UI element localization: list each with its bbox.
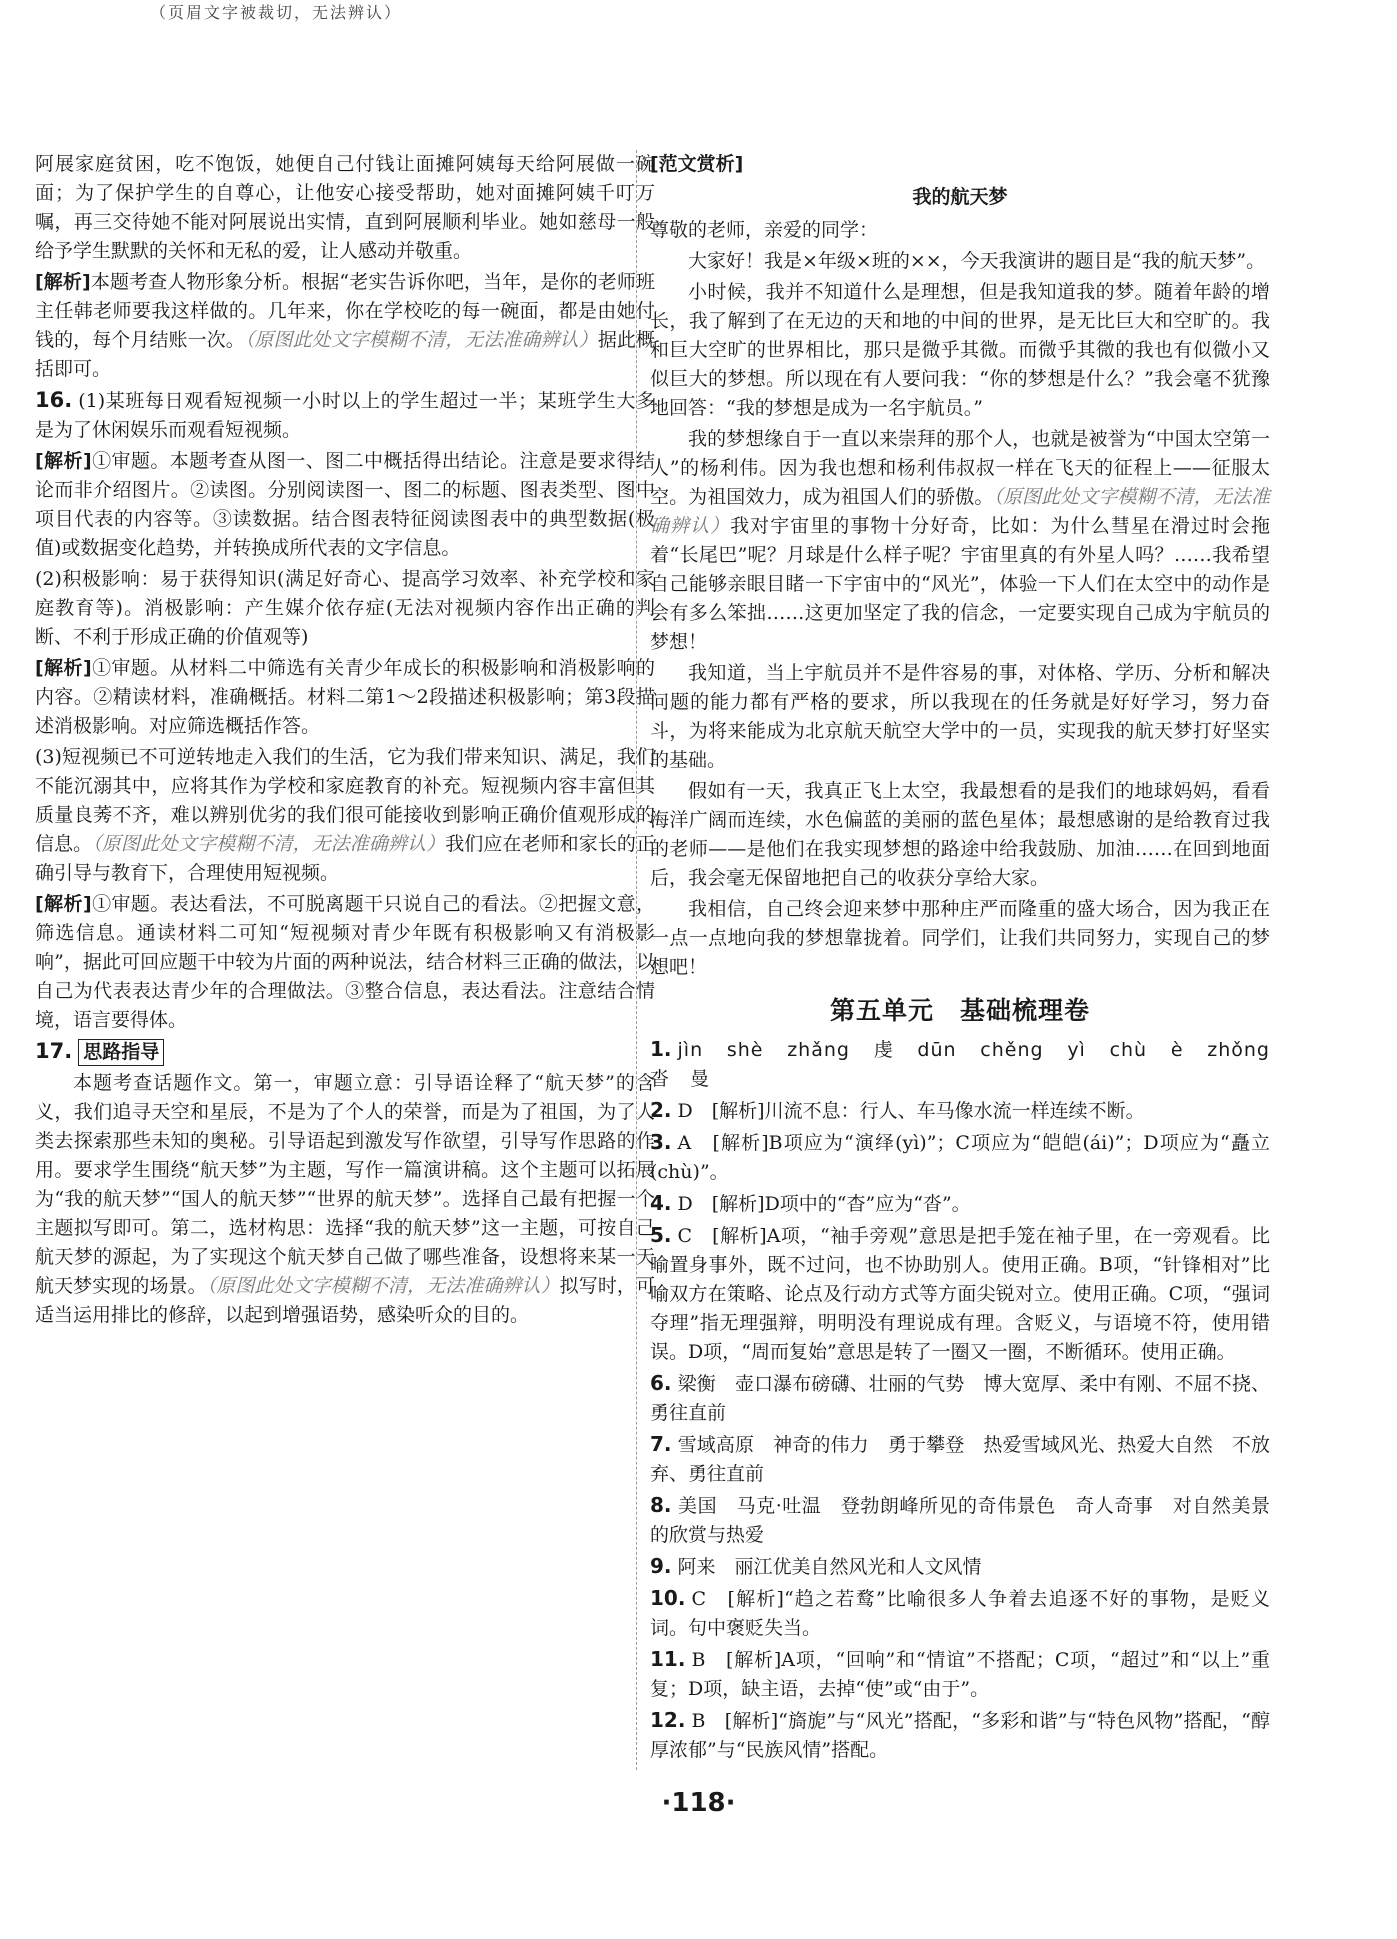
answer-item — [650, 1189, 1270, 1219]
answer-text: 梁衡 壶口瀑布磅礴、壮丽的气势 博大宽厚、柔中有刚、不屈不挠、勇往直前 — [650, 1373, 1270, 1424]
question-number: 16. — [35, 388, 73, 412]
q16-part1-answer-text: (1)某班每日观看短视频一小时以上的学生超过一半；某班学生大多是为了休闲娱乐而观看短视频。 — [35, 390, 655, 441]
q16-part1-analysis — [35, 447, 655, 563]
answer-text: C [解析]“趋之若鹜”比喻很多人争着去追逐不好的事物，是贬义词。句中褒贬失当。 — [650, 1588, 1270, 1639]
answer-text: D [解析]川流不息：行人、车马像水流一样连续不断。 — [677, 1100, 1145, 1122]
unclear-text: （原图此处文字模糊不清，无法准确辨认） — [92, 833, 446, 855]
essay-paragraph-5: 假如有一天，我真正飞上太空，我最想看的是我们的地球妈妈，看看海洋广阔而连续，水色偏蓝的美丽的蓝色星体；最想感谢的是给教育过我的老师——是他们在我实现梦想的路途中给我鼓励、加油……在回到地面后，我会毫无保留地把自己的收获分享给大家。 — [650, 780, 1270, 889]
answer-number: 6. — [650, 1371, 672, 1395]
answer-number: 12. — [650, 1708, 686, 1732]
analysis-label: [解析] — [35, 893, 92, 915]
answer-number: 9. — [650, 1554, 672, 1578]
answer-number: 2. — [650, 1098, 672, 1122]
analysis-label: [解析] — [35, 657, 92, 679]
right-column — [650, 150, 1291, 1790]
q15-analysis-text-end: 据此概括即可。 — [35, 329, 655, 380]
answer-item — [650, 1035, 1291, 1094]
sample-essay-label: [范文赏析] — [650, 153, 744, 175]
essay-paragraph-3-start: 我的梦想缘自于一直以来崇拜的那个人，也就是被誉为“中国太空第一人”的杨利伟。因为我也想和杨利伟叔叔一样在飞天的征程上——征服太空。为祖国效力，成为祖国人们的骄傲。 — [650, 428, 1270, 508]
answer-text: 雪域高原 神奇的伟力 勇于攀登 热爱雪域风光、热爱大自然 不放弃、勇往直前 — [650, 1434, 1270, 1485]
answer-number: 5. — [650, 1223, 672, 1247]
q16-part1-analysis-text: ①审题。本题考查从图一、图二中概括得出结论。注意是要求得结论而非介绍图片。②读图。分别阅读图一、图二的标题、图表类型、图中项目代表的内容等。③读数据。结合图表特征阅读图表中的典型数据(极值)或数据变化趋势，并转换成所代表的文字信息。 — [35, 450, 655, 559]
q17-guide-text-end: 拟写时，可适当运用排比的修辞，以起到增强语势，感染听众的目的。 — [35, 1275, 655, 1326]
answer-item — [650, 1706, 1270, 1765]
q16-part1-answer — [35, 386, 655, 445]
essay-paragraph-4: 我知道，当上宇航员并不是件容易的事，对体格、学历、分析和解决问题的能力都有严格的要求，所以我现在的任务就是好好学习，努力奋斗，为将来能成为北京航天航空大学中的一员，实现我的航天梦打好坚实的基础。 — [650, 662, 1270, 771]
unclear-text: （原图此处文字模糊不清，无法准确辨认） — [244, 329, 598, 351]
answer-text: 美国 马克·吐温 登勃朗峰所见的奇伟景色 奇人奇事 对自然美景的欣赏与热爱 — [650, 1495, 1270, 1546]
essay-paragraph-2: 小时候，我并不知道什么是理想，但是我知道我的梦。随着年龄的增长，我了解到了在无边的天和地的中间的世界，是无比巨大和空旷的。我和巨大空旷的世界相比，那只是微乎其微。而微乎其微的我也有似微小又似巨大的梦想。所以现在有人要问我：“你的梦想是什么？”我会毫不犹豫地回答：“我的梦想是成为一名宇航员。” — [650, 281, 1270, 419]
q17-header — [35, 1037, 655, 1067]
answer-list — [650, 1035, 1291, 1765]
unit-heading: 第五单元 基础梳理卷 — [829, 996, 1090, 1025]
answer-item — [650, 1430, 1270, 1489]
page-number: ·118· — [661, 1788, 736, 1818]
answer-text: B [解析]A项，“回响”和“情谊”不搭配；C项，“超过”和“以上”重复；D项，缺主语，去掉“使”或“由于”。 — [650, 1649, 1270, 1700]
q16-part3-analysis-text: ①审题。表达看法，不可脱离题干只说自己的看法。②把握文意，筛选信息。通读材料二可知“短视频对青少年既有积极影响又有消极影响”，据此可回应题干中较为片面的两种说法，结合材料三正确的做法，以自己为代表表达青少年的合理做法。③整合信息，表达看法。注意结合情境，语言要得体。 — [35, 893, 655, 1031]
essay-paragraph-3-end: 我对宇宙里的事物十分好奇，比如：为什么彗星在滑过时会拖着“长尾巴”呢？月球是什么样子呢？宇宙里真的有外星人吗？……我希望自己能够亲眼目睹一下宇宙中的“风光”，体验一下人们在太空中的动作是会有多么笨拙……这更加坚定了我的信念，一定要实现自己成为宇航员的梦想！ — [650, 515, 1270, 653]
answer-text: C [解析]A项，“袖手旁观”意思是把手笼在袖子里，在一旁观看。比喻置身事外，既不过问，也不协助别人。使用正确。B项，“针锋相对”比喻双方在策略、论点及行动方式等方面尖锐对立。使用正确。C项，“强词夺理”指无理强辩，明明没有理说成有理。含贬义，与语境不符，使用错误。D项，“周而复始”意思是转了一圈又一圈，不断循环。使用正确。 — [650, 1225, 1270, 1363]
answer-number: 8. — [650, 1493, 672, 1517]
thinking-guide-label: 思路指导 — [78, 1039, 164, 1066]
unclear-text: （原图此处文字模糊不清，无法准确辨认） — [650, 486, 1270, 537]
answer-text: B [解析]“旖旎”与“风光”搭配，“多彩和谐”与“特色风物”搭配，“醇厚浓郁”与“民族风情”搭配。 — [650, 1710, 1270, 1761]
essay-greeting: 尊敬的老师，亲爱的同学： — [650, 219, 879, 241]
column-divider — [636, 150, 637, 1770]
question-number: 17. — [35, 1039, 73, 1063]
answer-number: 1. — [650, 1037, 672, 1061]
q16-part2-analysis-text: ①审题。从材料二中筛选有关青少年成长的积极影响和消极影响的内容。②精读材料，准确概括。材料二第1～2段描述积极影响；第3段描述消极影响。对应筛选概括作答。 — [35, 657, 655, 737]
analysis-label: [解析] — [35, 271, 91, 293]
answer-number: 4. — [650, 1191, 672, 1215]
answer-text: A [解析]B项应为“演绎(yì)”；C项应为“皑皑(ái)”；D项应为“矗立(chù)”。 — [650, 1132, 1270, 1183]
q16-part3-answer — [35, 743, 655, 888]
q16-part3-answer-end: 我们应在老师和家长的正确引导与教育下，合理使用短视频。 — [35, 833, 655, 884]
answer-item — [650, 1491, 1270, 1550]
answer-text: jìn shè zhǎng 虔 dūn chěng yì chù è zhǒng 沓 曼 — [650, 1039, 1291, 1090]
answer-item — [650, 1369, 1270, 1428]
analysis-label: [解析] — [35, 450, 92, 472]
answer-number: 3. — [650, 1130, 672, 1154]
answer-item — [650, 1584, 1270, 1643]
q15-analysis-text-start: 本题考查人物形象分析。根据“老实告诉你吧，当年，是你的老师班主任韩老师要我这样做的。几年来，你在学校吃的每一碗面，都是由她付钱的，每个月结账一次。 — [35, 271, 656, 351]
answer-item — [650, 1645, 1270, 1704]
q16-part2-analysis — [35, 654, 655, 741]
answer-number: 11. — [650, 1647, 686, 1671]
answer-item — [650, 1552, 1270, 1582]
answer-item — [650, 1096, 1270, 1126]
left-column — [35, 150, 655, 1790]
cropped-header-text: （页眉文字被裁切，无法辨认） — [150, 3, 403, 22]
q15-answer-text: 阿展家庭贫困，吃不饱饭，她便自己付钱让面摊阿姨每天给阿展做一碗面；为了保护学生的自尊心，让他安心接受帮助，她对面摊阿姨千叮万嘱，再三交待她不能对阿展说出实情，直到阿展顺利毕业。她如慈母一般给予学生默默的关怀和无私的爱，让人感动并敬重。 — [35, 153, 655, 262]
answer-number: 7. — [650, 1432, 672, 1456]
answer-item — [650, 1128, 1270, 1187]
q16-part3-answer-start: (3)短视频已不可逆转地走入我们的生活，它为我们带来知识、满足，我们不能沉溺其中，应将其作为学校和家庭教育的补充。短视频内容丰富但其质量良莠不齐，难以辨别优劣的我们很可能接收到影响正确价值观形成的信息。 — [35, 746, 655, 855]
q17-guide-text — [35, 1069, 655, 1330]
essay-paragraph-6: 我相信，自己终会迎来梦中那种庄严而隆重的盛大场合，因为我正在一点一点地向我的梦想靠拢着。同学们，让我们共同努力，实现自己的梦想吧！ — [650, 898, 1270, 978]
q16-part3-analysis — [35, 890, 655, 1035]
q17-guide-text-start: 本题考查话题作文。第一，审题立意：引导语诠释了“航天梦”的含义，我们追寻天空和星辰，不是为了个人的荣誉，而是为了祖国，为了人类去探索那些未知的奥秘。引导语起到激发写作欲望，引导写作思路的作用。要求学生围绕“航天梦”为主题，写作一篇演讲稿。这个主题可以拓展为“我的航天梦”“国人的航天梦”“世界的航天梦”。选择自己最有把握一个主题拟写即可。第二，选材构思：选择“我的航天梦”这一主题，可按自己航天梦的源起，为了实现这个航天梦自己做了哪些准备，设想将来某一天航天梦实现的场景。 — [35, 1072, 655, 1297]
answer-text: D [解析]D项中的“杳”应为“沓”。 — [677, 1193, 971, 1215]
essay-paragraph-1: 大家好！我是×年级×班的××，今天我演讲的题目是“我的航天梦”。 — [688, 250, 1266, 272]
answer-text: 阿来 丽江优美自然风光和人文风情 — [677, 1556, 982, 1578]
essay-title: 我的航天梦 — [912, 186, 1008, 208]
unclear-text: （原图此处文字模糊不清，无法准确辨认） — [206, 1275, 560, 1297]
answer-number: 10. — [650, 1586, 686, 1610]
q16-part2-answer: (2)积极影响：易于获得知识(满足好奇心、提高学习效率、补充学校和家庭教育等)。消极影响：产生媒介依存症(无法对视频内容作出正确的判断、不利于形成正确的价值观等) — [35, 568, 655, 648]
essay-paragraph-3 — [650, 425, 1270, 657]
answer-item — [650, 1221, 1270, 1367]
q15-analysis — [35, 268, 655, 384]
